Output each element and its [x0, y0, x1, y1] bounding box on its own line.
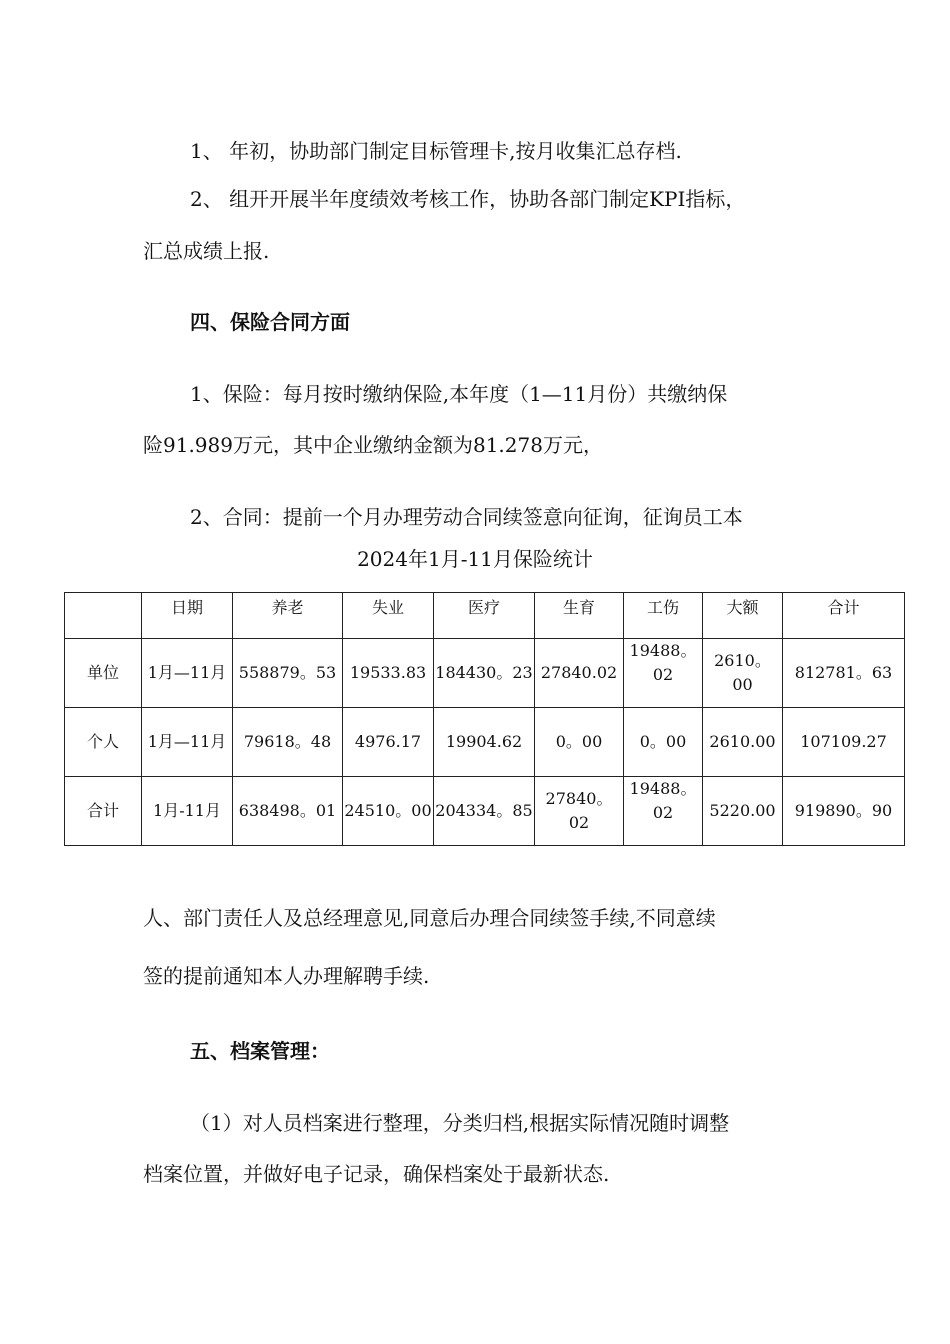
table-cell: 5220.00 — [703, 777, 783, 846]
table-cell: 4976.17 — [343, 708, 434, 777]
table-header-cell: 医疗 — [434, 593, 535, 639]
paragraph-contract-line-2: 人、部门责任人及总经理意见,同意后办理合同续签手续,不同意续 — [143, 906, 716, 930]
table-header-cell: 合计 — [783, 593, 905, 639]
table-cell: 107109.27 — [783, 708, 905, 777]
table-cell: 19488。02 — [624, 777, 703, 846]
table-cell: 19488。02 — [624, 639, 703, 708]
table-row — [65, 777, 905, 846]
table-cell: 19904.62 — [434, 708, 535, 777]
table-header-cell: 工伤 — [624, 593, 703, 639]
table-cell: 1月-11月 — [142, 777, 233, 846]
table-header-row — [65, 593, 905, 639]
table-cell: 79618。48 — [233, 708, 343, 777]
table-header-cell: 养老 — [233, 593, 343, 639]
table-cell: 558879。53 — [233, 639, 343, 708]
table-cell: 27840。02 — [535, 777, 624, 846]
table-cell: 个人 — [65, 708, 142, 777]
paragraph-2-line-1: 2、 组开开展半年度绩效考核工作，协助各部门制定KPI指标， — [190, 187, 746, 211]
table-header-cell: 大额 — [703, 593, 783, 639]
table-cell: 单位 — [65, 639, 142, 708]
paragraph-insurance-line-1: 1、保险：每月按时缴纳保险,本年度（1—11月份）共缴纳保 — [190, 382, 728, 406]
paragraph-archive-line-1: （1）对人员档案进行整理，分类归档,根据实际情况随时调整 — [190, 1111, 730, 1135]
table-cell: 27840.02 — [535, 639, 624, 708]
paragraph-insurance-line-2: 险91.989万元，其中企业缴纳金额为81.278万元， — [143, 433, 603, 457]
table-cell: 0。00 — [624, 708, 703, 777]
section-heading-5: 五、档案管理： — [190, 1039, 330, 1063]
section-heading-4: 四、保险合同方面 — [190, 310, 350, 334]
table-header-cell: 失业 — [343, 593, 434, 639]
table-caption: 2024年1月-11月保险统计 — [357, 547, 593, 571]
table-cell: 合计 — [65, 777, 142, 846]
insurance-table — [64, 592, 905, 846]
table-row — [65, 708, 905, 777]
table-header-cell — [65, 593, 142, 639]
table-cell: 1月—11月 — [142, 708, 233, 777]
table-header-cell: 生育 — [535, 593, 624, 639]
paragraph-1: 1、 年初，协助部门制定目标管理卡,按月收集汇总存档. — [190, 139, 682, 163]
table-cell: 24510。00 — [343, 777, 434, 846]
table-cell: 1月—11月 — [142, 639, 233, 708]
table-header-cell: 日期 — [142, 593, 233, 639]
table-cell: 19533.83 — [343, 639, 434, 708]
table-cell: 2610.00 — [703, 708, 783, 777]
table-cell: 2610。00 — [703, 639, 783, 708]
table-cell: 812781。63 — [783, 639, 905, 708]
paragraph-2-line-2: 汇总成绩上报. — [143, 239, 270, 263]
paragraph-contract-line-1: 2、合同：提前一个月办理劳动合同续签意向征询，征询员工本 — [190, 505, 743, 529]
table-cell: 204334。85 — [434, 777, 535, 846]
table-cell: 638498。01 — [233, 777, 343, 846]
paragraph-archive-line-2: 档案位置，并做好电子记录，确保档案处于最新状态. — [143, 1162, 610, 1186]
paragraph-contract-line-3: 签的提前通知本人办理解聘手续. — [143, 964, 430, 988]
table-cell: 919890。90 — [783, 777, 905, 846]
table-cell: 184430。23 — [434, 639, 535, 708]
table-row — [65, 639, 905, 708]
table-cell: 0。00 — [535, 708, 624, 777]
